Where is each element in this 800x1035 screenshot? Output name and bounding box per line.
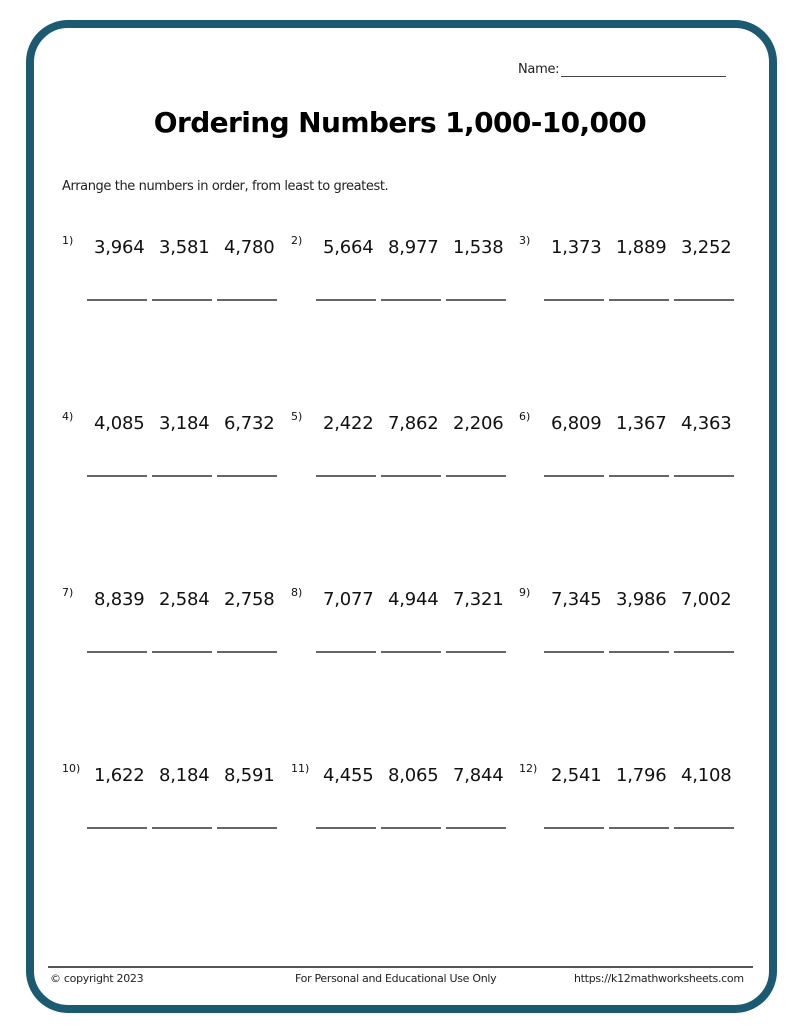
problem-10 — [62, 762, 292, 832]
answer-blank[interactable] — [446, 827, 506, 829]
answer-blank[interactable] — [381, 651, 441, 653]
number-value: 1,796 — [616, 765, 667, 786]
answer-blank[interactable] — [609, 651, 669, 653]
answer-blank[interactable] — [609, 299, 669, 301]
answer-blanks — [87, 814, 282, 833]
answer-blank[interactable] — [544, 475, 604, 477]
number-set — [94, 765, 289, 786]
number-value: 7,077 — [323, 589, 374, 610]
number-value: 8,065 — [388, 765, 439, 786]
number-value: 2,541 — [551, 765, 602, 786]
problem-number: 8) — [291, 586, 303, 599]
number-set — [323, 237, 518, 258]
number-value: 1,889 — [616, 237, 667, 258]
answer-blank[interactable] — [446, 299, 506, 301]
problem-number: 12) — [519, 762, 538, 775]
number-value: 6,732 — [224, 413, 275, 434]
problem-7 — [62, 586, 292, 656]
answer-blank[interactable] — [316, 827, 376, 829]
number-value: 3,581 — [159, 237, 210, 258]
answer-blank[interactable] — [446, 475, 506, 477]
name-blank[interactable] — [561, 62, 726, 77]
number-value: 5,664 — [323, 237, 374, 258]
answer-blank[interactable] — [316, 651, 376, 653]
number-value: 3,252 — [681, 237, 732, 258]
answer-blank[interactable] — [674, 827, 734, 829]
problem-11 — [291, 762, 521, 832]
number-value: 8,839 — [94, 589, 145, 610]
name-label: Name: — [518, 62, 560, 77]
number-value: 1,538 — [453, 237, 504, 258]
number-value: 2,584 — [159, 589, 210, 610]
footer-copyright: © copyright 2023 — [50, 972, 144, 985]
answer-blank[interactable] — [87, 475, 147, 477]
answer-blank[interactable] — [544, 827, 604, 829]
number-set — [551, 413, 746, 434]
number-value: 7,345 — [551, 589, 602, 610]
answer-blanks — [87, 462, 282, 481]
problem-2 — [291, 234, 521, 304]
number-value: 3,986 — [616, 589, 667, 610]
problem-number: 3) — [519, 234, 531, 247]
answer-blanks — [316, 286, 511, 305]
answer-blank[interactable] — [609, 827, 669, 829]
answer-blank[interactable] — [544, 651, 604, 653]
number-value: 4,780 — [224, 237, 275, 258]
problem-number: 4) — [62, 410, 74, 423]
number-value: 3,184 — [159, 413, 210, 434]
number-value: 8,184 — [159, 765, 210, 786]
answer-blanks — [316, 814, 511, 833]
number-value: 4,108 — [681, 765, 732, 786]
problem-6 — [519, 410, 749, 480]
answer-blank[interactable] — [381, 299, 441, 301]
answer-blank[interactable] — [152, 475, 212, 477]
answer-blanks — [544, 814, 739, 833]
name-field[interactable] — [518, 62, 726, 77]
answer-blank[interactable] — [87, 827, 147, 829]
problem-number: 9) — [519, 586, 531, 599]
instructions: Arrange the numbers in order, from least to greatest. — [62, 179, 389, 194]
answer-blank[interactable] — [87, 651, 147, 653]
problem-number: 1) — [62, 234, 74, 247]
number-value: 7,862 — [388, 413, 439, 434]
problem-4 — [62, 410, 292, 480]
problem-number: 7) — [62, 586, 74, 599]
number-set — [551, 589, 746, 610]
number-value: 1,367 — [616, 413, 667, 434]
number-set — [94, 589, 289, 610]
number-set — [551, 765, 746, 786]
number-set — [94, 413, 289, 434]
answer-blanks — [316, 462, 511, 481]
answer-blank[interactable] — [217, 475, 277, 477]
answer-blank[interactable] — [381, 475, 441, 477]
answer-blank[interactable] — [674, 299, 734, 301]
number-set — [94, 237, 289, 258]
answer-blank[interactable] — [674, 475, 734, 477]
number-set — [551, 237, 746, 258]
number-value: 7,844 — [453, 765, 504, 786]
problem-number: 5) — [291, 410, 303, 423]
worksheet-border — [26, 20, 777, 1013]
page-title: Ordering Numbers 1,000-10,000 — [153, 106, 647, 139]
problem-1 — [62, 234, 292, 304]
answer-blank[interactable] — [674, 651, 734, 653]
problem-5 — [291, 410, 521, 480]
problem-3 — [519, 234, 749, 304]
answer-blank[interactable] — [217, 651, 277, 653]
answer-blank[interactable] — [544, 299, 604, 301]
answer-blank[interactable] — [152, 299, 212, 301]
answer-blank[interactable] — [609, 475, 669, 477]
answer-blank[interactable] — [217, 299, 277, 301]
number-value: 2,206 — [453, 413, 504, 434]
number-value: 6,809 — [551, 413, 602, 434]
number-value: 4,085 — [94, 413, 145, 434]
problem-12 — [519, 762, 749, 832]
answer-blank[interactable] — [316, 475, 376, 477]
footer-usage: For Personal and Educational Use Only — [295, 972, 497, 985]
answer-blanks — [316, 638, 511, 657]
problem-8 — [291, 586, 521, 656]
answer-blank[interactable] — [152, 827, 212, 829]
footer-divider — [48, 966, 753, 968]
number-value: 7,002 — [681, 589, 732, 610]
answer-blanks — [87, 638, 282, 657]
number-value: 4,363 — [681, 413, 732, 434]
number-value: 2,422 — [323, 413, 374, 434]
number-value: 2,758 — [224, 589, 275, 610]
number-value: 7,321 — [453, 589, 504, 610]
answer-blanks — [544, 286, 739, 305]
answer-blank[interactable] — [217, 827, 277, 829]
problem-number: 10) — [62, 762, 81, 775]
number-value: 1,373 — [551, 237, 602, 258]
number-set — [323, 589, 518, 610]
footer-url[interactable]: https://k12mathworksheets.com — [574, 972, 744, 985]
problem-number: 2) — [291, 234, 303, 247]
number-value: 8,977 — [388, 237, 439, 258]
problem-9 — [519, 586, 749, 656]
answer-blank[interactable] — [87, 299, 147, 301]
problem-number: 6) — [519, 410, 531, 423]
answer-blank[interactable] — [381, 827, 441, 829]
answer-blank[interactable] — [446, 651, 506, 653]
number-value: 1,622 — [94, 765, 145, 786]
answer-blanks — [544, 638, 739, 657]
number-value: 4,455 — [323, 765, 374, 786]
number-set — [323, 765, 518, 786]
answer-blanks — [544, 462, 739, 481]
problem-number: 11) — [291, 762, 310, 775]
answer-blank[interactable] — [152, 651, 212, 653]
number-value: 8,591 — [224, 765, 275, 786]
number-set — [323, 413, 518, 434]
answer-blanks — [87, 286, 282, 305]
number-value: 3,964 — [94, 237, 145, 258]
answer-blank[interactable] — [316, 299, 376, 301]
number-value: 4,944 — [388, 589, 439, 610]
